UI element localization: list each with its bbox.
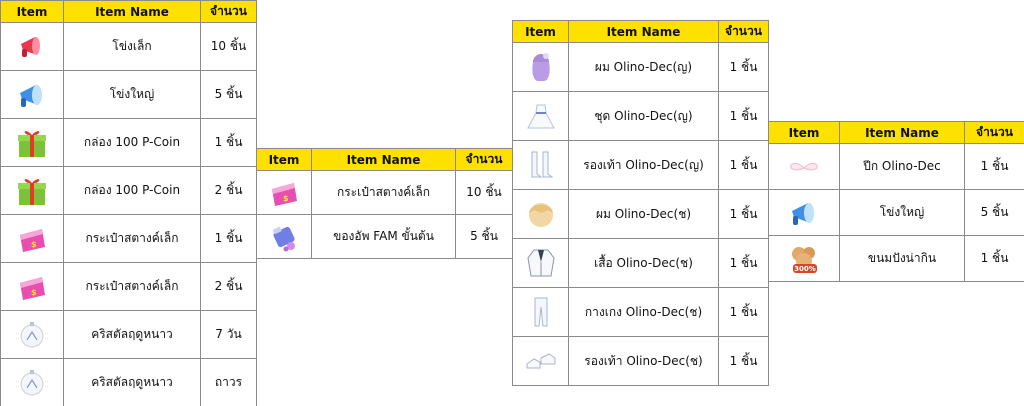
item-name: คริสตัลฤดูหนาว — [64, 311, 201, 359]
item-name: ปีก Olino-Dec — [840, 144, 965, 190]
item-quantity: 10 ชิ้น — [201, 23, 257, 71]
white-boots-icon — [524, 148, 558, 182]
table-row — [513, 43, 769, 92]
item-quantity: 2 ชิ้น — [201, 167, 257, 215]
item-quantity: 5 ชิ้น — [965, 190, 1024, 236]
item-name: ขนมปังน่ากิน — [840, 236, 965, 282]
table-row — [769, 236, 1024, 282]
table-row — [1, 359, 257, 406]
svg-text:$: $ — [31, 287, 37, 297]
reward-table-2 — [256, 148, 513, 259]
item-name: กระเป๋าสตางค์เล็ก — [64, 215, 201, 263]
pink-wallet-icon — [15, 222, 49, 256]
white-shoes-icon — [524, 344, 558, 378]
pink-wings-icon — [787, 150, 821, 184]
reward-table-3 — [512, 20, 769, 386]
item-name: โข่งใหญ่ — [64, 71, 201, 119]
crystal-ornament-icon — [15, 366, 49, 400]
item-quantity: 1 ชิ้น — [201, 215, 257, 263]
table-row — [769, 144, 1024, 190]
svg-text:$: $ — [283, 193, 289, 203]
fam-upgrade-potion-icon — [267, 220, 301, 254]
table-row — [513, 239, 769, 288]
table-row — [257, 215, 513, 259]
item-name: ชุด Olino-Dec(ญ) — [569, 92, 719, 141]
header-quantity: จำนวน — [719, 21, 769, 43]
item-quantity: 5 ชิ้น — [456, 215, 513, 259]
item-quantity: 7 วัน — [201, 311, 257, 359]
blonde-hair-icon — [524, 197, 558, 231]
item-quantity: 1 ชิ้น — [719, 239, 769, 288]
table-row — [513, 92, 769, 141]
header-item-name: Item Name — [312, 149, 456, 171]
white-pants-icon — [524, 295, 558, 329]
item-quantity: 1 ชิ้น — [719, 92, 769, 141]
crystal-ornament-icon — [15, 318, 49, 352]
table-row — [1, 167, 257, 215]
header-item: Item — [1, 1, 64, 23]
header-quantity: จำนวน — [965, 122, 1024, 144]
item-quantity: ถาวร — [201, 359, 257, 406]
white-jacket-icon — [524, 246, 558, 280]
pink-wallet-icon — [15, 270, 49, 304]
item-name: เสื้อ Olino-Dec(ช) — [569, 239, 719, 288]
table-row — [1, 23, 257, 71]
header-item: Item — [513, 21, 569, 43]
gift-box-icon — [15, 174, 49, 208]
table-row — [1, 215, 257, 263]
item-name: กระเป๋าสตางค์เล็ก — [64, 263, 201, 311]
item-quantity: 1 ชิ้น — [719, 288, 769, 337]
table-row — [1, 71, 257, 119]
item-quantity: 1 ชิ้น — [965, 236, 1024, 282]
pink-wallet-icon — [267, 176, 301, 210]
table-row — [513, 288, 769, 337]
header-item-name: Item Name — [840, 122, 965, 144]
item-quantity: 1 ชิ้น — [719, 337, 769, 386]
item-quantity: 5 ชิ้น — [201, 71, 257, 119]
svg-text:$: $ — [31, 239, 37, 249]
item-name: กล่อง 100 P-Coin — [64, 119, 201, 167]
table-row — [513, 141, 769, 190]
white-dress-icon — [524, 99, 558, 133]
badge-300-text: 300% — [794, 264, 816, 273]
blue-megaphone-icon — [15, 78, 49, 112]
item-quantity: 1 ชิ้น — [201, 119, 257, 167]
item-quantity: 1 ชิ้น — [719, 43, 769, 92]
reward-table-4 — [768, 121, 1024, 282]
item-name: ผม Olino-Dec(ญ) — [569, 43, 719, 92]
cookie-300-icon — [787, 242, 821, 276]
item-quantity: 1 ชิ้น — [719, 190, 769, 239]
item-quantity: 1 ชิ้น — [965, 144, 1024, 190]
item-name: โข่งใหญ่ — [840, 190, 965, 236]
item-quantity: 10 ชิ้น — [456, 171, 513, 215]
item-quantity: 2 ชิ้น — [201, 263, 257, 311]
gift-box-icon — [15, 126, 49, 160]
red-megaphone-icon — [15, 30, 49, 64]
table-row — [513, 190, 769, 239]
item-name: รองเท้า Olino-Dec(ญ) — [569, 141, 719, 190]
table-row — [769, 190, 1024, 236]
item-name: กางเกง Olino-Dec(ช) — [569, 288, 719, 337]
item-quantity: 1 ชิ้น — [719, 141, 769, 190]
item-name: ผม Olino-Dec(ช) — [569, 190, 719, 239]
purple-hair-icon — [524, 50, 558, 84]
item-name: รองเท้า Olino-Dec(ช) — [569, 337, 719, 386]
blue-megaphone-icon — [787, 196, 821, 230]
header-quantity: จำนวน — [201, 1, 257, 23]
item-name: ของอัพ FAM ขั้นต้น — [312, 215, 456, 259]
item-name: โข่งเล็ก — [64, 23, 201, 71]
header-quantity: จำนวน — [456, 149, 513, 171]
table-row — [1, 263, 257, 311]
reward-table-1 — [0, 0, 257, 406]
table-row — [1, 119, 257, 167]
table-row — [1, 311, 257, 359]
item-name: กล่อง 100 P-Coin — [64, 167, 201, 215]
header-item-name: Item Name — [64, 1, 201, 23]
table-row — [257, 171, 513, 215]
item-name: คริสตัลฤดูหนาว — [64, 359, 201, 406]
header-item: Item — [769, 122, 840, 144]
header-item: Item — [257, 149, 312, 171]
table-row — [513, 337, 769, 386]
item-name: กระเป๋าสตางค์เล็ก — [312, 171, 456, 215]
header-item-name: Item Name — [569, 21, 719, 43]
